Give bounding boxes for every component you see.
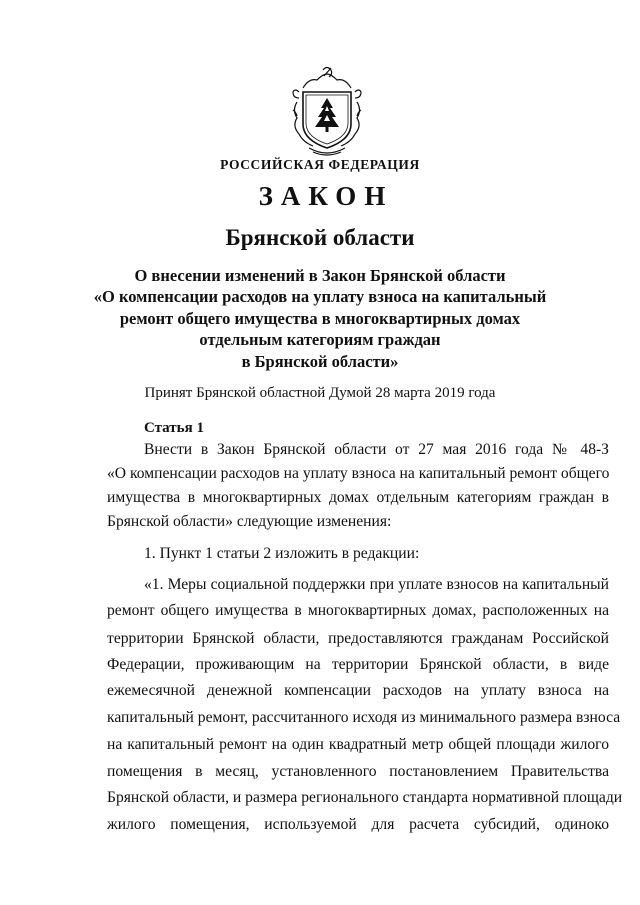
body-line: «О компенсации расходов на уплату взноса на капитальный ремонт общего — [107, 465, 610, 482]
body-line: «1. Меры социальной поддержки при уплате взносов на капитальный — [144, 576, 609, 593]
document-type-heading: ЗАКОН — [258, 181, 394, 211]
body-line: территории Брянской области, предоставляются гражданам Российской — [107, 630, 609, 647]
body-line: ежемесячной денежной компенсации расходов на уплату взноса на — [107, 682, 609, 699]
body-line: Брянской области, и размера регионального стандарта нормативной площади — [107, 789, 623, 806]
body-line: жилого помещения, используемой для расчета субсидий, одиноко — [107, 816, 609, 833]
body-line: Федерации, проживающим на территории Брянской области, в виде — [107, 656, 609, 673]
law-title-line: в Брянской области» — [241, 351, 399, 371]
law-title-line: ремонт общего имущества в многоквартирных домах — [119, 308, 521, 328]
law-title-line: отдельным категориям граждан — [199, 330, 441, 350]
law-title — [0, 265, 640, 372]
article-heading: Статья 1 — [144, 420, 204, 436]
country-heading: РОССИЙСКАЯ ФЕДЕРАЦИЯ — [220, 157, 420, 172]
coat-of-arms-icon — [289, 62, 365, 158]
body-line: 1. Пункт 1 статьи 2 изложить в редакции: — [144, 545, 420, 562]
body-line: ремонт общего имущества в многоквартирных домах, расположенных на — [107, 602, 609, 619]
body-line: Брянской области» следующие изменения: — [107, 513, 392, 530]
body-line: капитальный ремонт, рассчитанного исходя из минимального размера взноса — [107, 709, 621, 726]
region-heading: Брянской области — [225, 225, 415, 250]
law-title-line: О внесении изменений в Закон Брянской области — [134, 266, 506, 285]
adoption-note: Принят Брянской областной Думой 28 марта 2019 года — [144, 385, 496, 401]
body-line: помещения в месяц, установленного постановлением Правительства — [107, 763, 609, 780]
body-line: имущества в многоквартирных домах отдельным категориям граждан в — [107, 489, 609, 506]
law-title-line: «О компенсации расходов на уплату взноса на капитальный — [93, 287, 547, 307]
body-line: Внести в Закон Брянской области от 27 мая 2016 года № 48-З — [144, 441, 609, 458]
body-line: на капитальный ремонт на один квадратный метр общей площади жилого — [107, 736, 609, 753]
